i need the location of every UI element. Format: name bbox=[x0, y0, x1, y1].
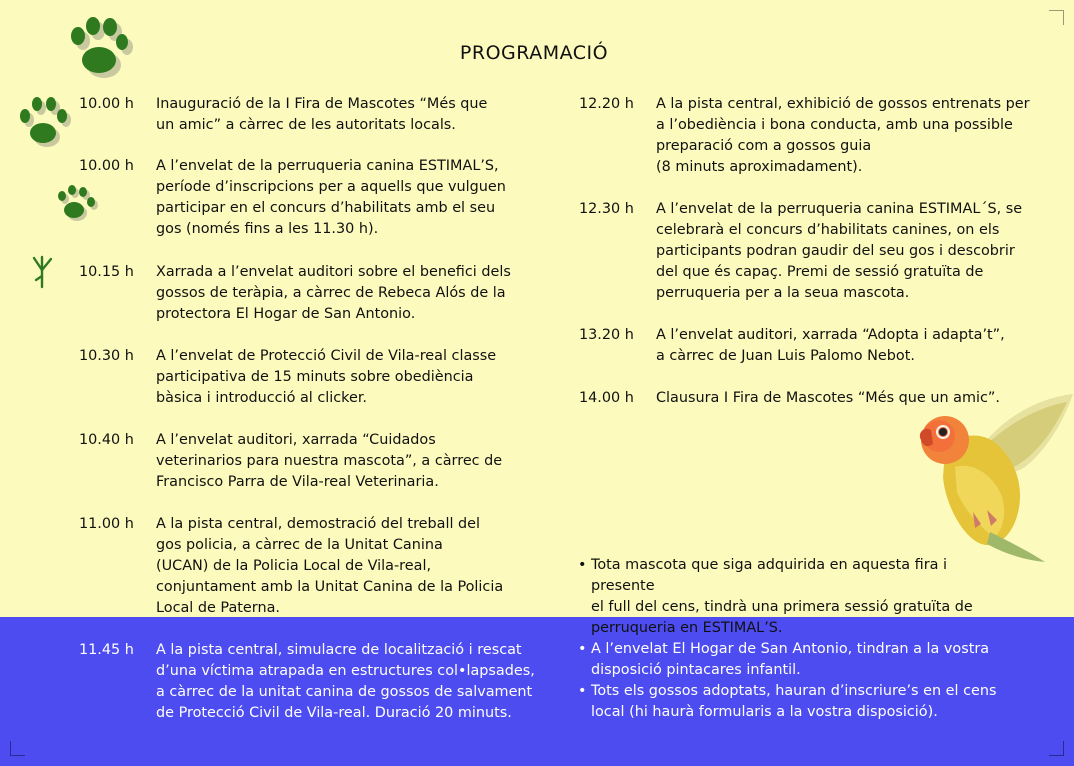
entry-time: 12.30 h bbox=[579, 201, 634, 217]
schedule-entry bbox=[79, 262, 559, 326]
entry-time: 11.45 h bbox=[79, 642, 134, 658]
crop-mark-bottom-left bbox=[10, 741, 25, 756]
bird-footprint-icon bbox=[28, 254, 56, 290]
schedule-entry bbox=[79, 514, 559, 620]
entry-text: A l’envelat auditori, xarrada “Cuidados veterinarios para nuestra mascota”, a càrrec de Francisco Parra de Vila-real Veterinaria. bbox=[156, 432, 503, 490]
entry-text: A la pista central, simulacre de localització i rescat d’una víctima atrapada en estructures col•lapsades, a càrrec de la unitat canina de gossos de salvament de Protecció Civil de Vila-real. Duració 20 minuts. bbox=[156, 642, 535, 721]
note-item: • Tota mascota que siga adquirida en aquesta fira i presente el full del cens, tindrà una primera sessió gratuïta de perruqueria en ESTIMAL’S. bbox=[578, 555, 1008, 639]
entry-time: 13.20 h bbox=[579, 327, 634, 343]
entry-text: Xarrada a l’envelat auditori sobre el benefici dels gossos de teràpia, a càrrec de Rebeca Alós de la protectora El Hogar de San Antonio. bbox=[156, 264, 511, 322]
note-item: • Tots els gossos adoptats, hauran d’inscriure’s en el cens local (hi haurà formularis a la vostra disposició). bbox=[578, 681, 1008, 723]
schedule-entry bbox=[79, 156, 559, 242]
note-item: • A l’envelat El Hogar de San Antonio, tindran a la vostra disposició pintacares infantil. bbox=[578, 639, 1008, 681]
entry-text: Inauguració de la I Fira de Mascotes “Més que un amic” a càrrec de les autoritats locals. bbox=[156, 96, 488, 133]
entry-time: 12.20 h bbox=[579, 96, 634, 112]
entry-text: A l’envelat de la perruqueria canina ESTIMAL´S, se celebrarà el concurs d’habilitats canines, on els participants podran gaudir del seu gos i descobrir del que és capaç. Premi de sessió gratuïta de perruqueria per a la seua mascota. bbox=[656, 201, 1023, 301]
entry-text: A l’envelat auditori, xarrada “Adopta i adapta’t”, a càrrec de Juan Luis Palomo Nebot. bbox=[656, 327, 1005, 364]
entry-time: 14.00 h bbox=[579, 390, 634, 406]
entry-time: 10.30 h bbox=[79, 348, 134, 364]
schedule-entry bbox=[79, 640, 559, 726]
schedule-entry bbox=[579, 94, 1059, 180]
schedule-entry bbox=[579, 199, 1059, 305]
schedule-entry bbox=[579, 325, 1059, 369]
schedule-entry bbox=[79, 94, 559, 138]
entry-text: A l’envelat de la perruqueria canina ESTIMAL’S, període d’inscripcions per a aquells que vulguen participar en el concurs d’habilitats amb el seu gos (només fins a les 11.30 h). bbox=[156, 158, 506, 237]
schedule-entry bbox=[79, 430, 559, 494]
entry-text: A la pista central, exhibició de gossos entrenats per a l’obediència i bona conducta, amb una possible preparació com a gossos guia (8 minuts aproximadament). bbox=[656, 96, 1030, 175]
schedule-entry bbox=[79, 346, 559, 410]
entry-time: 10.00 h bbox=[79, 158, 134, 174]
entry-time: 10.00 h bbox=[79, 96, 134, 112]
entry-text: Clausura I Fira de Mascotes “Més que un amic”. bbox=[656, 390, 1000, 406]
entry-time: 11.00 h bbox=[79, 516, 134, 532]
paw-print-icon bbox=[16, 96, 74, 152]
crop-mark-top-right bbox=[1049, 10, 1064, 25]
entry-time: 10.15 h bbox=[79, 264, 134, 280]
notes-list bbox=[578, 555, 1008, 723]
entry-time: 10.40 h bbox=[79, 432, 134, 448]
page-title: PROGRAMACIÓ bbox=[459, 42, 609, 64]
entry-text: A l’envelat de Protecció Civil de Vila-real classe participativa de 15 minuts sobre obediència bàsica i introducció al clicker. bbox=[156, 348, 497, 406]
crop-mark-bottom-right bbox=[1049, 741, 1064, 756]
entry-text: A la pista central, demostració del treball del gos policia, a càrrec de la Unitat Canina (UCAN) de la Policia Local de Vila-real, conjuntament amb la Unitat Canina de la Policia Local de Paterna. bbox=[156, 516, 504, 616]
parrot-illustration bbox=[915, 392, 1074, 564]
